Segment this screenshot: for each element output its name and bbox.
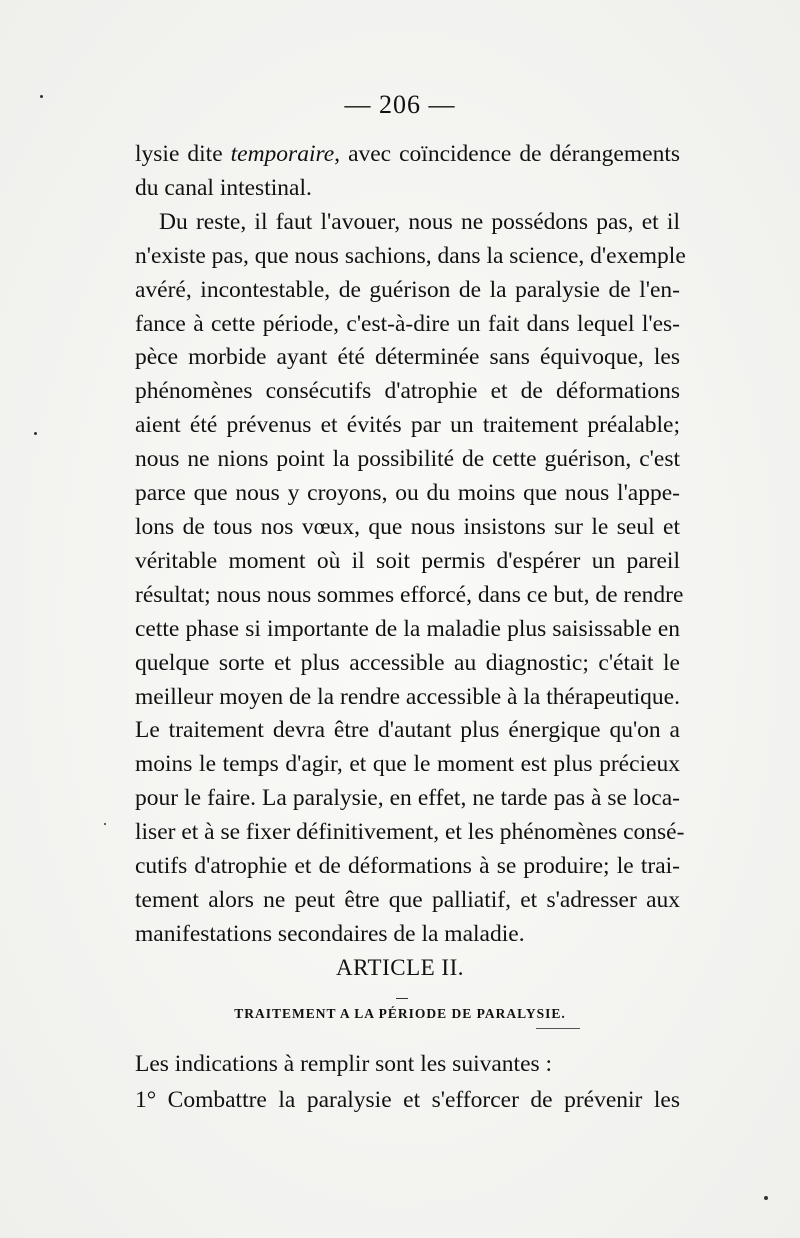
text-line: n'existe pas, que nous sachions, dans la science, d'exemple — [135, 242, 686, 269]
text-line: manifestations secondaires de la maladie. — [135, 920, 525, 947]
text-line: lons de tous nos vœux, que nous insistons sur le seul et — [135, 513, 680, 540]
text-line: Du reste, il faut l'avouer, nous ne possédons pas, et il — [159, 208, 680, 235]
text-line: nous ne nions point la possibilité de cette guérison, c'est — [135, 446, 680, 473]
paper-speck — [104, 823, 106, 825]
text-line: pour le faire. La paralysie, en effet, ne tarde pas à se loca- — [135, 785, 680, 812]
text-line: lysie dite temporaire, avec coïncidence de dérangements — [135, 141, 680, 167]
text-line: Les indications à remplir sont les suivantes : — [135, 1051, 553, 1077]
text-line: résultat; nous nous sommes efforcé, dans ce but, de rendre — [135, 581, 684, 608]
text-line: du canal intestinal. — [135, 174, 312, 201]
text-line: phénomènes consécutifs d'atrophie et de déformations — [135, 378, 680, 405]
text-line: 1° Combattre la paralysie et s'efforcer de prévenir les — [135, 1087, 680, 1113]
text-line: liser et à se fixer définitivement, et les phénomènes consé- — [135, 819, 685, 846]
paper-speck — [764, 1196, 768, 1200]
lower-text — [135, 1046, 680, 1118]
text-line: moins le temps d'agir, et que le moment est plus précieux — [135, 751, 680, 778]
body-text — [135, 138, 686, 952]
text-line: meilleur moyen de la rendre accessible à la thérapeutique. — [135, 683, 680, 710]
page-number: — 206 — — [344, 90, 456, 119]
text-line: cutifs d'atrophie et de déformations à se produire; le trai- — [135, 853, 680, 880]
text-line: aient été prévenus et évités par un traitement préalable; — [135, 412, 680, 439]
paper-speck — [34, 432, 37, 435]
text-line: avéré, incontestable, de guérison de la paralysie de l'en- — [135, 276, 680, 303]
text-line: Le traitement devra être d'autant plus énergique qu'on a — [135, 717, 680, 744]
subheading-underline — [536, 1028, 580, 1029]
text-line: cette phase si importante de la maladie plus saisissable en — [135, 615, 680, 642]
heading-divider — [396, 998, 408, 999]
text-line: pèce morbide ayant été déterminée sans équivoque, les — [135, 344, 680, 371]
article-subheading: TRAITEMENT A LA PÉRIODE DE PARALYSIE. — [234, 1006, 566, 1021]
text-line: fance à cette période, c'est-à-dire un fait dans lequel l'es- — [135, 310, 680, 337]
text-line: parce que nous y croyons, ou du moins que nous l'appe- — [135, 480, 680, 507]
article-heading: ARTICLE II. — [335, 955, 465, 980]
paper-speck — [40, 95, 43, 98]
text-line: tement alors ne peut être que palliatif, et s'adresser aux — [135, 886, 680, 913]
text-line: quelque sorte et plus accessible au diagnostic; c'était le — [135, 649, 680, 676]
text-line: véritable moment où il soit permis d'espérer un pareil — [135, 547, 680, 574]
